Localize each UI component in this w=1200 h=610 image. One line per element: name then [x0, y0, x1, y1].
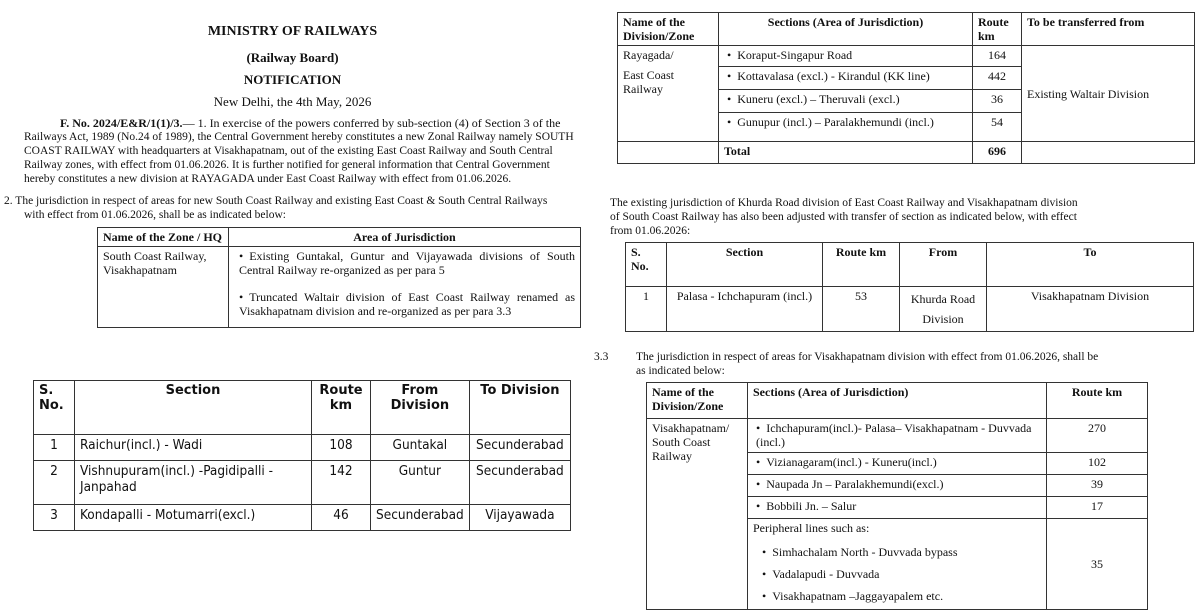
dateline: New Delhi, the 4th May, 2026 — [213, 94, 372, 109]
row-section: Vishnupuram(incl.) -Pagidipalli - Janpahad — [75, 461, 312, 505]
para-33-line: as indicated below: — [636, 365, 725, 377]
zone-name: South Coast Railway, Visakhapatnam — [98, 247, 229, 328]
rayagada-header-from: To be transferred from — [1022, 13, 1195, 46]
rayagada-section: • Koraput-Singapur Road — [719, 46, 973, 67]
table-row — [34, 505, 571, 531]
row-sno: 2 — [34, 461, 75, 505]
khurda-table — [625, 242, 1194, 332]
transfer-header-from: From Division — [371, 381, 470, 435]
transfer-table — [33, 380, 571, 531]
rayagada-zone: East Coast Railway — [623, 68, 674, 96]
para-1-line: Railway zones, with effect from 01.06.2026. It is further notified for general information that Central Government — [24, 159, 550, 171]
khurda-header-section: Section — [667, 243, 823, 287]
vskp-header-km: Route km — [1047, 383, 1148, 419]
rayagada-total-km: 696 — [973, 142, 1022, 164]
vskp-km: 17 — [1047, 497, 1148, 519]
rayagada-km: 164 — [973, 46, 1022, 67]
para-33 — [636, 350, 1196, 378]
transfer-header-km: Route km — [312, 381, 371, 435]
rayagada-division-cell — [618, 46, 719, 142]
vskp-section: • Bobbili Jn. – Salur — [748, 497, 1047, 519]
rayagada-header-division: Name of the Division/Zone — [618, 13, 719, 46]
vskp-peripheral-item: • Visakhapatnam –Jaggayapalem etc. — [762, 585, 1041, 607]
khurda-para — [610, 196, 1195, 238]
vskp-table — [646, 382, 1148, 610]
vskp-peripheral-label: Peripheral lines such as: — [748, 519, 1047, 539]
rayagada-km: 36 — [973, 90, 1022, 113]
vskp-km: 270 — [1047, 419, 1148, 453]
para-1-line: COAST RAILWAY with headquarters at Visakhapatnam, out of the existing East Coast Railway and South Central — [24, 145, 553, 157]
vskp-km: 102 — [1047, 453, 1148, 475]
para-2-line: 2. The jurisdiction in respect of areas for new South Coast Railway and existing East Coast & South Central Railways — [4, 195, 548, 207]
vskp-division: Visakhapatnam/ South Coast Railway — [647, 419, 748, 610]
ministry-title: MINISTRY OF RAILWAYS — [207, 24, 378, 39]
khurda-line: of South Coast Railway has also been adjusted with transfer of section as indicated below, with effect — [610, 211, 1077, 223]
transfer-header-to: To Division — [469, 381, 570, 435]
para-2 — [4, 194, 594, 222]
table-row — [34, 435, 571, 461]
row-km: 46 — [312, 505, 371, 531]
transfer-header-section: Section — [75, 381, 312, 435]
khurda-header-km: Route km — [823, 243, 900, 287]
row-to: Secunderabad — [469, 461, 570, 505]
file-number: F. No. 2024/E&R/1(1)/3. — [60, 116, 183, 130]
khurda-line: from 01.06.2026: — [610, 225, 691, 237]
zone-header-name: Name of the Zone / HQ — [98, 228, 229, 247]
row-to: Vijayawada — [469, 505, 570, 531]
rayagada-section: • Gunupur (incl.) – Paralakhemundi (incl.) — [719, 113, 973, 142]
para-33-line: The jurisdiction in respect of areas for Visakhapatnam division with effect from 01.06.2026, shall be — [636, 351, 1099, 363]
para-2-line: with effect from 01.06.2026, shall be as indicated below: — [24, 209, 286, 221]
para-33-number: 3.3 — [594, 351, 609, 363]
rayagada-table — [617, 12, 1195, 164]
vskp-peripheral-item: • Vadalapudi - Duvvada — [762, 563, 1041, 585]
vskp-header-division: Name of the Division/Zone — [647, 383, 748, 419]
row-km: 108 — [312, 435, 371, 461]
khurda-header-sno: S. No. — [626, 243, 667, 287]
rayagada-header-km: Route km — [973, 13, 1022, 46]
vskp-peripheral-km: 35 — [1047, 519, 1148, 610]
khurda-to: Visakhapatnam Division — [987, 287, 1194, 332]
para-1-line: hereby constitutes a new division at RAYAGADA under East Coast Railway with effect from 01.06.2026. — [24, 173, 512, 185]
rayagada-total-blank — [618, 142, 719, 164]
vskp-peripheral-list — [748, 539, 1047, 610]
row-km: 142 — [312, 461, 371, 505]
khurda-km: 53 — [823, 287, 900, 332]
row-sno: 1 — [34, 435, 75, 461]
rayagada-km: 54 — [973, 113, 1022, 142]
vskp-section: • Vizianagaram(incl.) - Kuneru(incl.) — [748, 453, 1047, 475]
khurda-from: Khurda Road Division — [900, 287, 987, 332]
row-from: Guntakal — [371, 435, 470, 461]
row-sno: 3 — [34, 505, 75, 531]
rayagada-from: Existing Waltair Division — [1022, 46, 1195, 142]
para-1 — [24, 116, 584, 186]
zone-item: • Truncated Waltair division of East Coast Railway renamed as Visakhapatnam division and re-organized as per para 3.3 — [229, 285, 581, 327]
rayagada-km: 442 — [973, 67, 1022, 90]
table-row — [626, 287, 1194, 332]
rayagada-section: • Kuneru (excl.) – Theruvali (excl.) — [719, 90, 973, 113]
khurda-sno: 1 — [626, 287, 667, 332]
row-section: Kondapalli - Motumarri(excl.) — [75, 505, 312, 531]
row-to: Secunderabad — [469, 435, 570, 461]
vskp-km: 39 — [1047, 475, 1148, 497]
row-from: Secunderabad — [371, 505, 470, 531]
zone-item: • Existing Guntakal, Guntur and Vijayawada divisions of South Central Railway re-organized as per para 5 — [229, 247, 581, 286]
board-title: (Railway Board) — [246, 50, 339, 65]
para-1-line: Railways Act, 1989 (No.24 of 1989), the Central Government hereby constitutes a new Zonal Railway namely SOUTH — [24, 131, 574, 143]
khurda-line: The existing jurisdiction of Khurda Road division of East Coast Railway and Visakhapatnam division — [610, 197, 1078, 209]
zone-header-area: Area of Jurisdiction — [229, 228, 581, 247]
zone-table — [97, 227, 581, 328]
table-row — [34, 461, 571, 505]
row-section: Raichur(incl.) - Wadi — [75, 435, 312, 461]
rayagada-header-sections: Sections (Area of Jurisdiction) — [719, 13, 973, 46]
khurda-section: Palasa - Ichchapuram (incl.) — [667, 287, 823, 332]
khurda-header-to: To — [987, 243, 1194, 287]
rayagada-section: • Kottavalasa (excl.) - Kirandul (KK line) — [719, 67, 973, 90]
vskp-header-sections: Sections (Area of Jurisdiction) — [748, 383, 1047, 419]
rayagada-total-label: Total — [719, 142, 973, 164]
row-from: Guntur — [371, 461, 470, 505]
para-1-line: F. No. 2024/E&R/1(1)/3.— 1. In exercise of the powers conferred by sub-section (4) of Section 3 of the — [60, 116, 561, 130]
rayagada-division: Rayagada/ — [623, 48, 674, 62]
vskp-peripheral-item: • Simhachalam North - Duvvada bypass — [762, 541, 1041, 563]
notification-title: NOTIFICATION — [243, 72, 342, 87]
transfer-header-sno: S. No. — [34, 381, 75, 435]
rayagada-total-blank-2 — [1022, 142, 1195, 164]
vskp-section: • Ichchapuram(incl.)- Palasa– Visakhapatnam - Duvvada (incl.) — [748, 419, 1047, 453]
khurda-header-from: From — [900, 243, 987, 287]
vskp-section: • Naupada Jn – Paralakhemundi(excl.) — [748, 475, 1047, 497]
